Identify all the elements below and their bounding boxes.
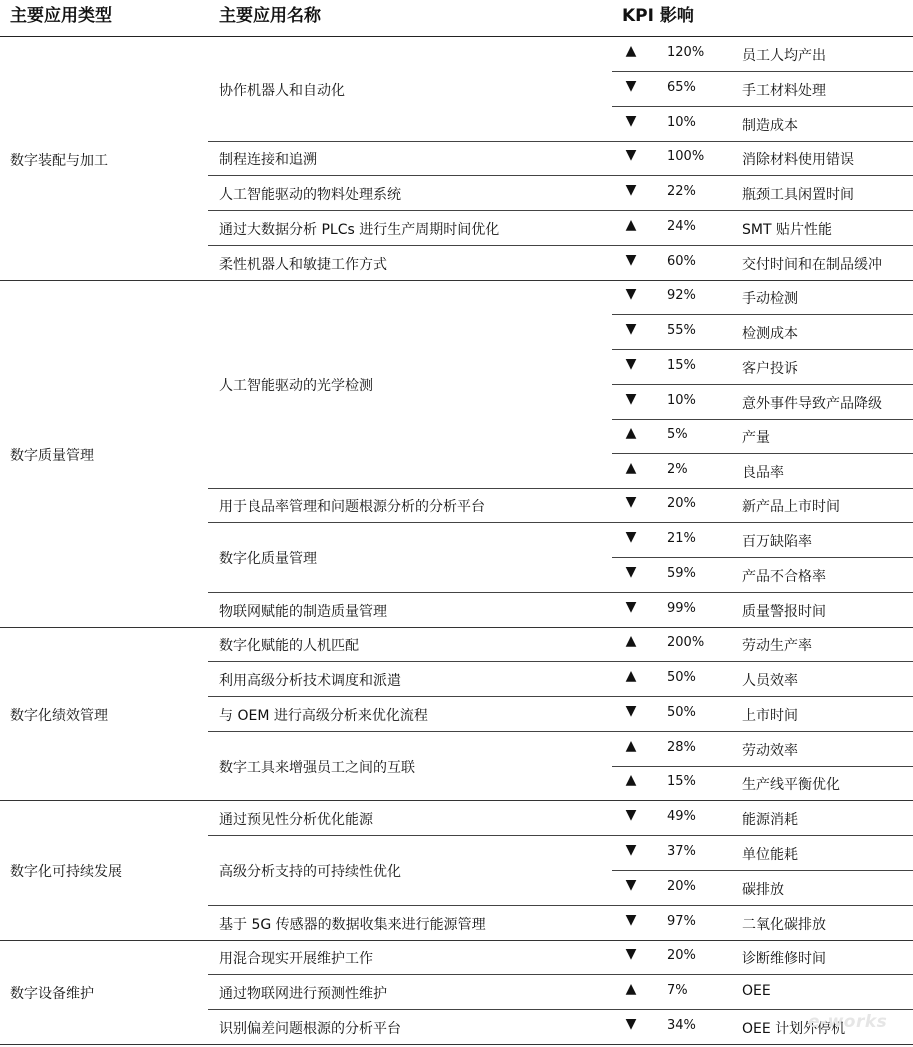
kpi-label: 产量 (742, 430, 770, 446)
watermark: e-works (808, 1012, 888, 1032)
category-name: 数字化可持续发展 (10, 864, 122, 880)
kpi-percent: 59% (667, 565, 696, 581)
kpi-divider (612, 557, 913, 558)
app-divider (208, 210, 913, 211)
kpi-percent: 99% (667, 600, 696, 616)
kpi-label: 意外事件导致产品降级 (742, 395, 882, 412)
kpi-percent: 49% (667, 808, 696, 824)
kpi-percent: 22% (667, 183, 696, 199)
app-name: 与 OEM 进行高级分析来优化流程 (219, 707, 428, 724)
down-arrow-icon: ▼ (625, 355, 637, 372)
app-name: 基于 5G 传感器的数据收集来进行能源管理 (219, 916, 486, 933)
app-name: 物联网赋能的制造质量管理 (219, 603, 387, 620)
kpi-divider (612, 384, 913, 385)
app-name: 通过预见性分析优化能源 (219, 811, 373, 828)
category-divider (0, 280, 913, 281)
kpi-percent: 97% (667, 913, 696, 929)
kpi-percent: 65% (667, 79, 696, 95)
kpi-label: 新产品上市时间 (742, 499, 840, 515)
category-name: 数字装配与加工 (10, 152, 108, 169)
up-arrow-icon: ▲ (625, 425, 637, 441)
down-arrow-icon: ▼ (625, 876, 637, 893)
kpi-label: 人员效率 (742, 672, 798, 689)
kpi-divider (612, 870, 913, 871)
kpi-label: 手工材料处理 (742, 82, 826, 99)
kpi-label: 交付时间和在制品缓冲 (742, 256, 882, 273)
app-name: 用于良品率管理和问题根源分析的分析平台 (219, 499, 485, 515)
down-arrow-icon: ▼ (625, 181, 637, 198)
kpi-percent: 21% (667, 530, 696, 546)
down-arrow-icon: ▼ (625, 946, 637, 962)
app-name: 通过物联网进行预测性维护 (219, 985, 387, 1002)
kpi-percent: 100% (667, 149, 705, 164)
down-arrow-icon: ▼ (625, 390, 637, 407)
category-name: 数字质量管理 (10, 447, 94, 464)
kpi-label: 二氧化碳排放 (742, 916, 826, 933)
up-arrow-icon: ▲ (625, 459, 637, 476)
header-divider (0, 36, 913, 37)
down-arrow-icon: ▼ (625, 77, 637, 94)
up-arrow-icon: ▲ (625, 216, 637, 233)
app-name: 人工智能驱动的光学检测 (219, 378, 373, 394)
kpi-label: 碳排放 (742, 881, 784, 898)
down-arrow-icon: ▼ (625, 494, 637, 510)
kpi-percent: 200% (667, 635, 705, 650)
app-name: 利用高级分析技术调度和派遣 (219, 672, 401, 689)
kpi-label: SMT 贴片性能 (742, 221, 832, 238)
kpi-divider (612, 453, 913, 454)
down-arrow-icon: ▼ (625, 841, 637, 858)
kpi-label: 单位能耗 (742, 846, 798, 863)
kpi-percent: 120% (667, 45, 705, 60)
app-name: 识别偏差问题根源的分析平台 (219, 1020, 401, 1037)
app-name: 柔性机器人和敏捷工作方式 (219, 256, 387, 273)
kpi-divider (612, 419, 913, 420)
kpi-divider (612, 314, 913, 315)
app-name: 制程连接和追溯 (219, 152, 317, 168)
kpi-percent: 24% (667, 218, 696, 234)
app-divider (208, 592, 913, 593)
kpi-percent: 7% (667, 982, 688, 998)
up-arrow-icon: ▲ (625, 737, 637, 754)
app-divider (208, 175, 913, 176)
up-arrow-icon: ▲ (625, 667, 637, 684)
kpi-label: 能源消耗 (742, 811, 798, 828)
kpi-percent: 15% (667, 774, 696, 789)
down-arrow-icon: ▼ (625, 147, 637, 163)
app-divider (208, 835, 913, 836)
kpi-percent: 92% (667, 288, 696, 303)
kpi-percent: 60% (667, 253, 696, 269)
up-arrow-icon: ▲ (625, 633, 637, 649)
kpi-percent: 37% (667, 843, 696, 859)
kpi-percent: 20% (667, 948, 696, 963)
app-name: 数字化赋能的人机匹配 (219, 638, 359, 654)
app-name: 用混合现实开展维护工作 (219, 951, 373, 967)
app-name: 数字化质量管理 (219, 551, 317, 567)
down-arrow-icon: ▼ (625, 911, 637, 928)
kpi-label: 上市时间 (742, 707, 798, 724)
down-arrow-icon: ▼ (625, 563, 637, 580)
kpi-divider (612, 106, 913, 107)
app-divider (208, 696, 913, 697)
kpi-percent: 20% (667, 878, 696, 894)
kpi-label: 手动检测 (742, 291, 798, 307)
up-arrow-icon: ▲ (625, 43, 637, 59)
kpi-label: 百万缺陷率 (742, 533, 812, 550)
category-divider (0, 940, 913, 941)
kpi-label: 产品不合格率 (742, 568, 826, 585)
header-type: 主要应用类型 (10, 6, 112, 26)
app-name: 通过大数据分析 PLCs 进行生产周期时间优化 (219, 221, 500, 238)
category-name: 数字化绩效管理 (10, 707, 108, 724)
down-arrow-icon: ▼ (625, 320, 637, 337)
kpi-percent: 10% (667, 392, 696, 408)
kpi-label: 检测成本 (742, 325, 798, 342)
app-name: 数字工具来增强员工之间的互联 (219, 759, 415, 776)
kpi-percent: 20% (667, 496, 696, 511)
app-divider (208, 245, 913, 246)
app-divider (208, 731, 913, 732)
kpi-label: 劳动生产率 (742, 638, 812, 654)
kpi-label: 瓶颈工具闲置时间 (742, 186, 854, 203)
app-divider (208, 141, 913, 142)
category-divider (0, 627, 913, 628)
app-divider (208, 661, 913, 662)
down-arrow-icon: ▼ (625, 806, 637, 823)
kpi-divider (612, 766, 913, 767)
kpi-label: OEE 计划外停机 (742, 1020, 846, 1037)
kpi-percent: 5% (667, 427, 688, 442)
app-divider (208, 974, 913, 975)
kpi-label: 制造成本 (742, 117, 798, 134)
app-divider (208, 905, 913, 906)
kpi-label: 质量警报时间 (742, 603, 826, 620)
down-arrow-icon: ▼ (625, 598, 637, 615)
kpi-label: 良品率 (742, 464, 784, 481)
app-name: 协作机器人和自动化 (219, 83, 345, 99)
down-arrow-icon: ▼ (625, 286, 637, 302)
kpi-percent: 28% (667, 739, 696, 755)
category-name: 数字设备维护 (10, 986, 94, 1002)
kpi-divider (612, 349, 913, 350)
kpi-label: 诊断维修时间 (742, 951, 826, 967)
down-arrow-icon: ▼ (625, 1015, 637, 1032)
header-app: 主要应用名称 (219, 6, 321, 26)
down-arrow-icon: ▼ (625, 251, 637, 268)
kpi-label: OEE (742, 982, 771, 999)
header-kpi: KPI 影响 (622, 6, 694, 26)
kpi-label: 生产线平衡优化 (742, 777, 840, 793)
kpi-label: 消除材料使用错误 (742, 152, 854, 168)
kpi-percent: 34% (667, 1017, 696, 1033)
kpi-percent: 2% (667, 461, 688, 477)
down-arrow-icon: ▼ (625, 112, 637, 129)
kpi-percent: 50% (667, 669, 696, 685)
app-divider (208, 488, 913, 489)
kpi-label: 客户投诉 (742, 360, 798, 377)
kpi-label: 劳动效率 (742, 742, 798, 759)
down-arrow-icon: ▼ (625, 528, 637, 545)
down-arrow-icon: ▼ (625, 702, 637, 719)
kpi-label: 员工人均产出 (742, 48, 826, 64)
up-arrow-icon: ▲ (625, 772, 637, 788)
kpi-percent: 50% (667, 704, 696, 720)
app-name: 高级分析支持的可持续性优化 (219, 864, 401, 880)
kpi-percent: 15% (667, 357, 696, 373)
app-name: 人工智能驱动的物料处理系统 (219, 186, 401, 203)
app-divider (208, 522, 913, 523)
kpi-percent: 10% (667, 114, 696, 130)
kpi-percent: 55% (667, 322, 696, 338)
category-divider (0, 800, 913, 801)
table-bottom-border (0, 1044, 913, 1045)
app-divider (208, 1009, 913, 1010)
kpi-divider (612, 71, 913, 72)
up-arrow-icon: ▲ (625, 980, 637, 997)
